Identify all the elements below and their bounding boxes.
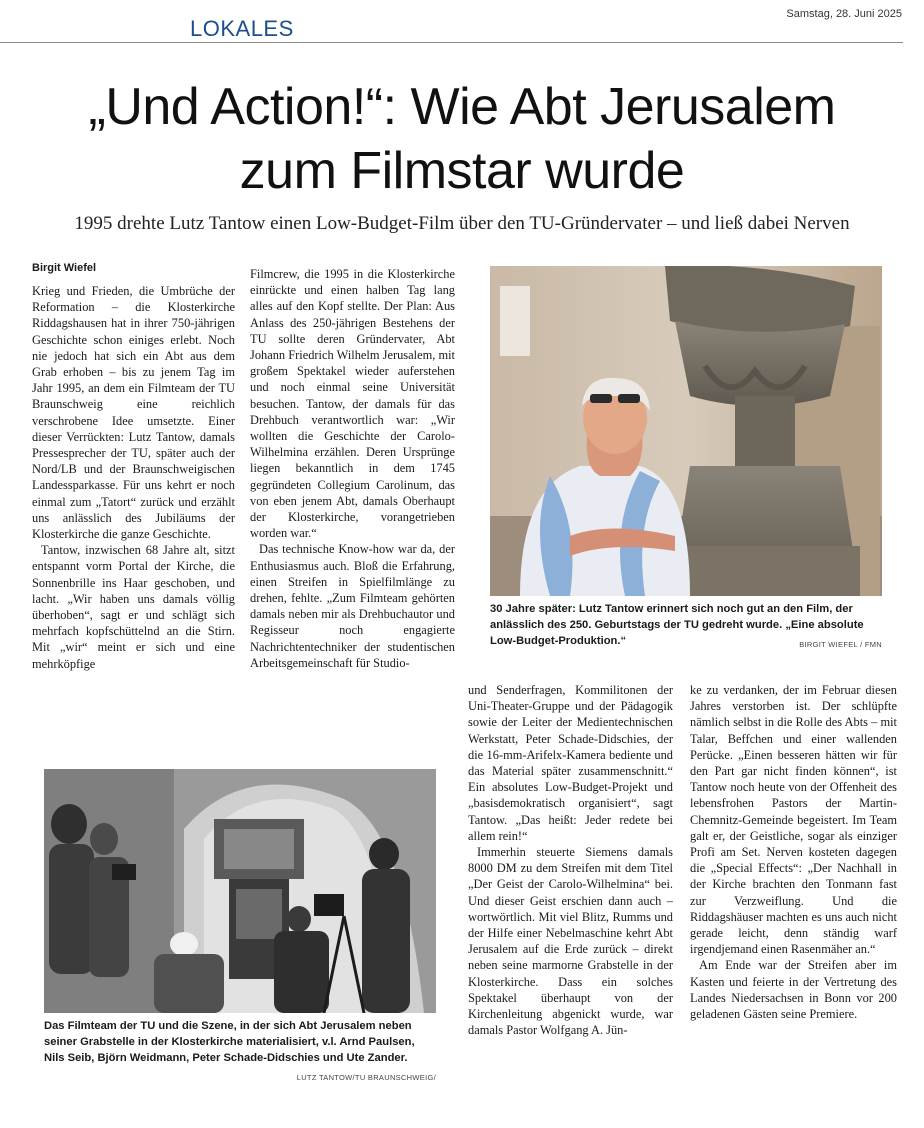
- photo-lutz-tantow: [490, 266, 882, 596]
- headline-line-1: „Und Action!“: Wie Abt Jerusalem: [88, 78, 836, 136]
- headline-line-2: zum Filmstar wurde: [239, 142, 685, 200]
- paragraph: Tantow, inzwischen 68 Jahre alt, sitzt entspannt vorm Portal der Kirche, die Sonnenbrille ins Haar geschoben, und lacht. „Wir haben uns damals völlig überhoben“, sagt er und schlägt sich mehrfach kopfschüttelnd an die Stirn. Mit „wir“ meint er sich und eine mehrköpfige: [32, 543, 235, 671]
- paragraph: Immerhin steuerte Siemens damals 8000 DM zu dem Streifen mit dem Titel „Der Geist der Carolo-Wilhelmina“ bei. Und dieser Geist erschien dann auch – wortwörtlich. Mit viel Blitz, Rumms und der Hilfe einer Nebelmaschine kehrt Abt Jerusalem auf die Erde zurück – direkt neben seine marmorne Grabstelle in der Klosterkirche. Dass ein solches Spektakel überhaupt von der Kirchenleitung abgenickt wurde, war damals Pastor Wolfgang A. Jün-: [468, 845, 673, 1038]
- issue-date: Samstag, 28. Juni 2025: [786, 8, 902, 20]
- article-column-1: [32, 283, 235, 672]
- subheadline: 1995 drehte Lutz Tantow einen Low-Budget-Film über den TU-Gründervater – und ließ dabei Nerven: [74, 213, 850, 234]
- photo-2-caption-text: Das Filmteam der TU und die Szene, in der sich Abt Jerusalem neben seiner Grabstelle in der Klosterkirche materialisiert, v.l. Arnd Paulsen, Nils Seib, Björn Weidmann, Peter Schade-Didschies und Ute Zander.: [44, 1020, 415, 1064]
- photo-1-credit: BIRGIT WIEFEL / FMN: [799, 640, 882, 649]
- photo-tantow-illustration: [490, 266, 882, 596]
- photo-2-credit: LUTZ TANTOW/TU BRAUNSCHWEIG/: [296, 1073, 436, 1082]
- photo-film-team: [44, 769, 436, 1013]
- paragraph: Am Ende war der Streifen aber im Kasten und feierte in der Vertretung des Landes Niedersachsen in Bonn vor 200 geladenen Gästen seine Premiere.: [690, 958, 897, 1022]
- article-column-4: [690, 682, 897, 1022]
- paragraph: und Senderfragen, Kommilitonen der Uni-Theater-Gruppe und der Pädagogik sowie der Leiter der Medientechnischen Werkstatt, Peter Schade-Didschies, der die 16-mm-Arifelx-Kamera bediente und das Material später zusammenschnitt.“ Ein absolutes Low-Budget-Projekt und „basisdemokratisch organisiert“, sagt Tantow. „Das heißt: Jeder redete bei allem rein!“: [468, 683, 673, 843]
- photo-2-caption: [44, 1018, 436, 1086]
- article-column-2: [250, 266, 455, 671]
- photo-1-caption: [490, 601, 882, 653]
- author-byline: Birgit Wiefel: [32, 262, 97, 274]
- paragraph: Das technische Know-how war da, der Enthusiasmus auch. Bloß die Erfahrung, einen Streifen in Spielfilmlänge zu drehen, fehlte. „Zum Filmteam gehörten damals neben mir als Drehbuchautor und Regisseur noch engagierte Nachrichtentechniker der studentischen Arbeitsgemeinschaft für Studio-: [250, 542, 455, 670]
- section-label: LOKALES: [190, 16, 294, 41]
- photo-film-team-illustration: [44, 769, 436, 1013]
- paragraph: Filmcrew, die 1995 in die Klosterkirche einrückte und einen halben Tag lang alles auf den Kopf stellte. Der Plan: Aus Anlass des 250-jährigen Bestehens der TU sollte deren Gründervater, Abt Johann Friedrich Wilhelm Jerusalem, mit großem Spektakel wieder auferstehen und noch einmal seine Universität besuchen. Tantow, der damals für das Drehbuch verantwortlich war: „Wir wollten die Geschichte der Carolo-Wilhelmina erzählen. Deren Ursprünge liegen bekanntlich in dem 1745 gegründeten Collegium Carolinum, das von eben jenem Abt, damals Oberhaupt der Klosterkirche, vorangetrieben worden war.“: [250, 267, 455, 541]
- paragraph: Krieg und Frieden, die Umbrüche der Reformation – die Klosterkirche Riddagshausen hat in ihrer 750-jährigen Geschichte schon einiges erlebt. Noch nie jedoch hat sich ein Abt aus dem Grab erhoben – bis zu jenem Tag im Jahr 1995, an dem ein Filmteam der TU Braunschweig eine reichlich verschrobene Idee umsetzte. Einer dieser Verrückten: Lutz Tantow, damals Pressesprecher der TU, später auch der Nord/LB und der Braunschweigischen Landessparkasse. Für uns kehrt er noch einmal zum „Tatort“ zurück und erzählt uns anlässlich des Jubiläums der Klosterkirche die ganze Geschichte.: [32, 284, 235, 542]
- photo-1-caption-text: 30 Jahre später: Lutz Tantow erinnert sich noch gut an den Film, der anlässlich des 250. Geburtstags der TU gedreht wurde. „Eine absolute Low-Budget-Produktion.“: [490, 603, 864, 647]
- article-column-3: [468, 682, 673, 1038]
- paragraph: ke zu verdanken, der im Februar diesen Jahres verstorben ist. Der schlüpfte nämlich selbst in die Rolle des Abts – mit Talar, Beffchen und einer wallenden Perücke. „Einen besseren hätten wir für den Part gar nicht finden können“, ist Tantow noch heute von der Offenheit des lebensfrohen Pastors der Martin-Chemnitz-Gemeinde begeistert. Im Team galt er, der Geistliche, sogar als einziger Profi am Set. Nerven kosteten dagegen die „Special Effects“: „Der Nachhall in der Kirche brachten den Tonmann fast zur Verzweiflung. Und die Riddagshäuser machten es uns auch nicht gerade leicht, denn ständig warf irgendjemand einen Rasenmäher an.“: [690, 683, 897, 957]
- header-rule: [0, 42, 903, 43]
